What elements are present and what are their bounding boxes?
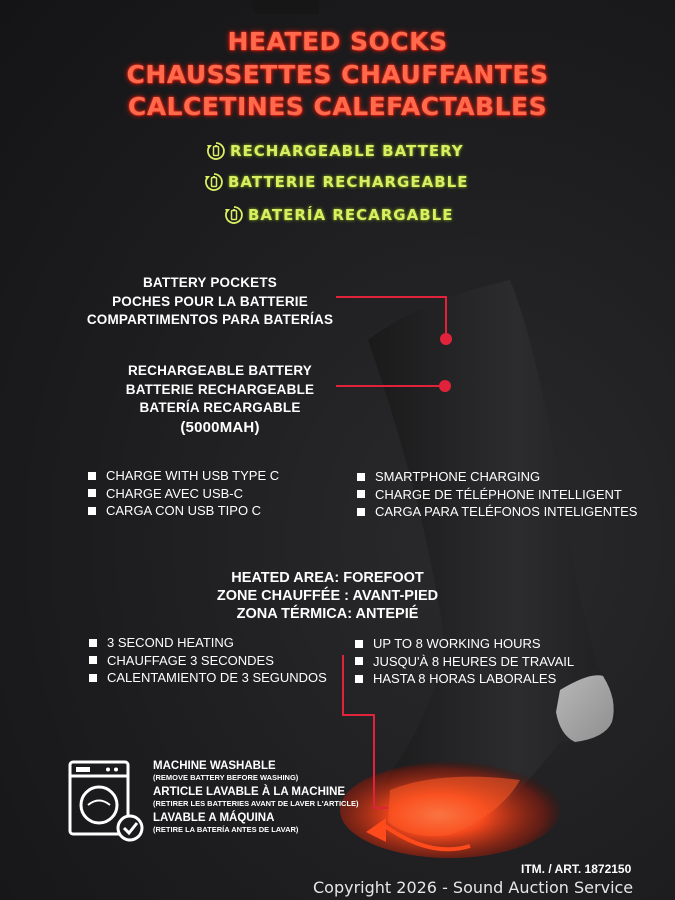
phone-list — [357, 468, 637, 521]
sock-leg — [368, 280, 616, 842]
rechargeable-battery-callout — [100, 362, 340, 437]
list-item: CARGA CON USB TIPO C — [88, 502, 279, 520]
battery-label-en: RECHARGEABLE BATTERY — [230, 142, 464, 160]
list-item: CHARGE DE TÉLÉPHONE INTELLIGENT — [357, 486, 637, 504]
battery-line-es — [224, 205, 453, 225]
heated-fr: ZONE CHAUFFÉE : AVANT-PIED — [216, 588, 439, 604]
wash-en-note: (REMOVE BATTERY BEFORE WASHING) — [153, 773, 299, 782]
hours-list — [355, 635, 574, 688]
title-fr: CHAUSSETTES CHAUFFANTES — [126, 60, 549, 89]
battery-label-fr: BATTERIE RECHARGEABLE — [228, 173, 469, 191]
rech-capacity: (5000MAH) — [180, 418, 260, 436]
list-item: SMARTPHONE CHARGING — [357, 468, 637, 486]
item-number: ITM. / ART. 1872150 — [521, 862, 632, 876]
wash-es: LAVABLE A MÁQUINA — [153, 812, 275, 824]
washing-machine-icon — [68, 760, 146, 842]
title-en: HEATED SOCKS — [227, 27, 448, 56]
list-item: CHAUFFAGE 3 SECONDES — [89, 652, 327, 670]
wash-en: MACHINE WASHABLE — [153, 760, 276, 772]
wash-fr: ARTICLE LAVABLE À LA MACHINE — [153, 786, 346, 798]
title-es: CALCETINES CALEFACTABLES — [127, 92, 548, 121]
battery-line-fr — [204, 172, 468, 192]
pockets-es: COMPARTIMENTOS PARA BATERÍAS — [86, 312, 334, 327]
list-item: 3 SECOND HEATING — [89, 634, 327, 652]
heated-area-block — [0, 569, 665, 623]
pockets-en: BATTERY POCKETS — [142, 275, 277, 290]
heated-en: HEATED AREA: FOREFOOT — [231, 570, 424, 586]
heating-list — [89, 634, 327, 687]
battery-label-es: BATERÍA RECARGABLE — [248, 206, 454, 224]
list-item: CHARGE WITH USB TYPE C — [88, 467, 279, 485]
charge-list — [88, 467, 279, 520]
battery-line-en — [206, 141, 464, 161]
list-item: CARGA PARA TELÉFONOS INTELIGENTES — [357, 503, 637, 521]
heated-es: ZONA TÉRMICA: ANTEPIÉ — [236, 606, 419, 622]
pockets-fr: POCHES POUR LA BATTERIE — [112, 293, 308, 309]
rech-fr: BATTERIE RECHARGEABLE — [125, 381, 315, 397]
list-item: CHARGE AVEC USB-C — [88, 485, 279, 503]
list-item: HASTA 8 HORAS LABORALES — [355, 670, 574, 688]
list-item: CALENTAMIENTO DE 3 SEGUNDOS — [89, 669, 327, 687]
battery-pockets-callout — [60, 274, 360, 330]
list-item: JUSQU'À 8 HEURES DE TRAVAIL — [355, 653, 574, 671]
washable-info — [153, 760, 359, 838]
rechargeable-battery-icon — [206, 141, 226, 161]
rech-es: BATERÍA RECARGABLE — [139, 400, 301, 415]
wash-fr-note: (RETIRER LES BATTERIES AVANT DE LAVER L'ARTICLE) — [153, 799, 359, 808]
check-icon — [118, 816, 142, 840]
rechargeable-battery-icon — [224, 205, 244, 225]
rechargeable-battery-icon — [204, 172, 224, 192]
wash-es-note: (RETIRE LA BATERÍA ANTES DE LAVAR) — [153, 825, 299, 834]
list-item: UP TO 8 WORKING HOURS — [355, 635, 574, 653]
copyright-watermark: Copyright 2026 - Sound Auction Service — [313, 878, 634, 897]
rech-en: RECHARGEABLE BATTERY — [127, 363, 312, 378]
